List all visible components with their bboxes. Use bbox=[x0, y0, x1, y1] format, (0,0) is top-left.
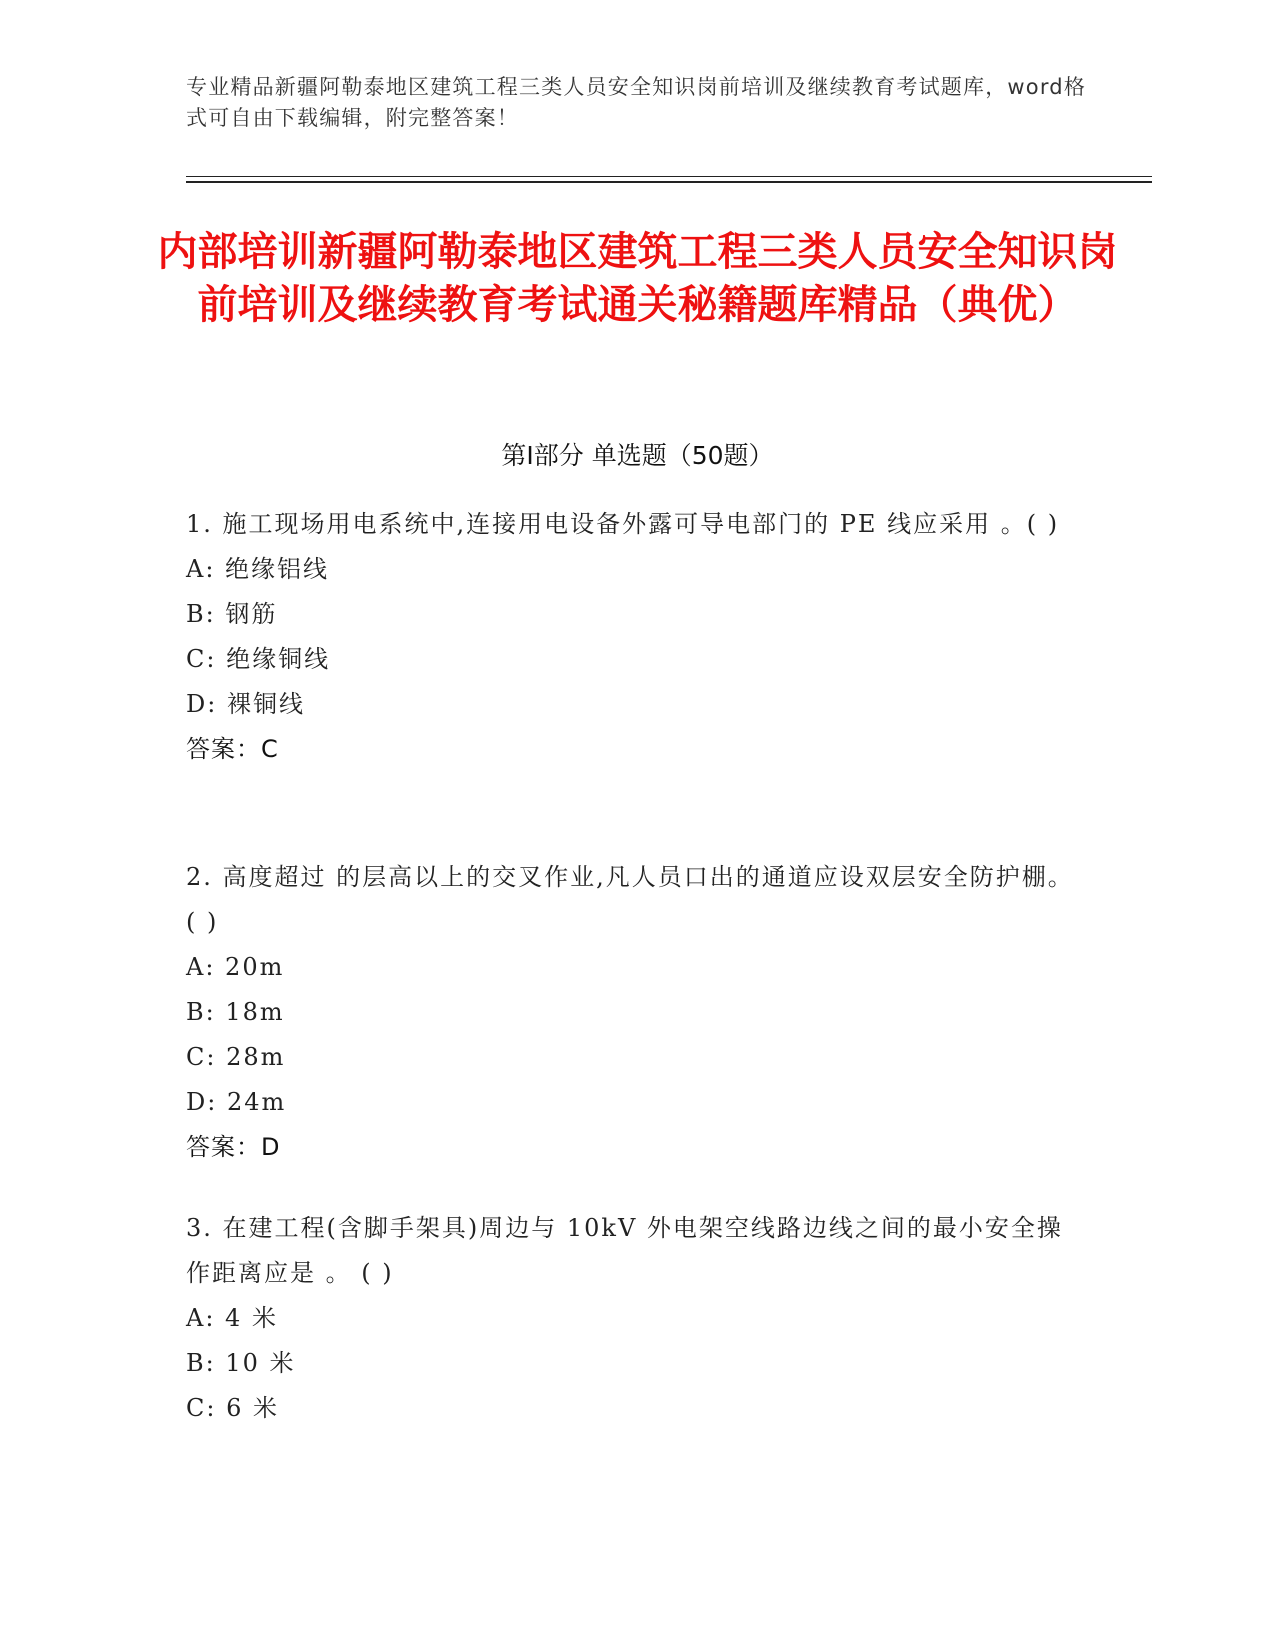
option-b: B: 10 米 bbox=[186, 1349, 296, 1377]
header-divider-thin bbox=[186, 176, 1152, 177]
option-a: A: 20m bbox=[186, 953, 285, 981]
answer: 答案：D bbox=[186, 1133, 281, 1161]
option-d: D: 24m bbox=[186, 1088, 287, 1116]
option-c: C: 绝缘铜线 bbox=[186, 645, 331, 673]
section-title: 第Ⅰ部分 单选题（50题） bbox=[501, 441, 774, 470]
option-b: B: 18m bbox=[186, 998, 285, 1026]
question-2 bbox=[186, 855, 1076, 1170]
question-stem: 3. 在建工程(含脚手架具)周边与 10kV 外电架空线路边线之间的最小安全操作距离应是 。 ( ) bbox=[186, 1214, 1063, 1287]
header-divider-thick bbox=[186, 181, 1152, 183]
option-a: A: 绝缘铝线 bbox=[186, 555, 330, 583]
document-title: 内部培训新疆阿勒泰地区建筑工程三类人员安全知识岗前培训及继续教育考试通关秘籍题库精品（典优） bbox=[157, 229, 1118, 328]
question-1 bbox=[186, 502, 1076, 772]
question-stem: 1. 施工现场用电系统中,连接用电设备外露可导电部门的 PE 线应采用 。( ) bbox=[186, 510, 1060, 538]
option-d: D: 裸铜线 bbox=[186, 690, 305, 718]
header-note: 专业精品新疆阿勒泰地区建筑工程三类人员安全知识岗前培训及继续教育考试题库，word格式可自由下载编辑，附完整答案！ bbox=[186, 75, 1087, 130]
option-a: A: 4 米 bbox=[186, 1304, 278, 1332]
question-3 bbox=[186, 1206, 1076, 1431]
question-stem: 2. 高度超过 的层高以上的交叉作业,凡人员口出的通道应设双层安全防护棚。( ) bbox=[186, 863, 1074, 936]
option-b: B: 钢筋 bbox=[186, 600, 278, 628]
option-c: C: 28m bbox=[186, 1043, 286, 1071]
option-c: C: 6 米 bbox=[186, 1394, 279, 1422]
answer: 答案：C bbox=[186, 735, 279, 763]
